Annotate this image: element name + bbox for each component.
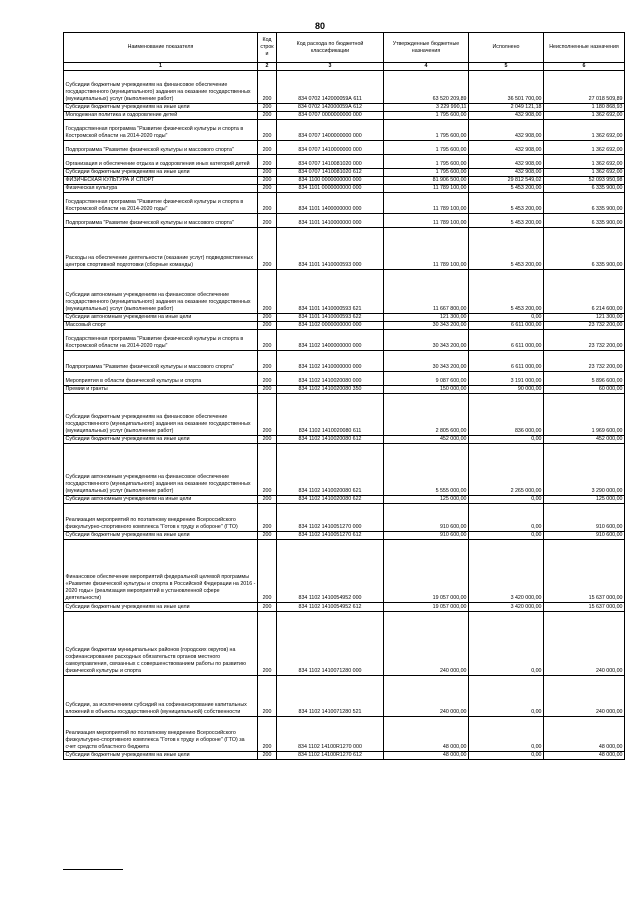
row-line-code: 200 [258, 676, 277, 717]
row-name: Субсидии бюджетным учреждениям на иные цели [64, 104, 258, 112]
table-row [64, 676, 625, 717]
row-name: Субсидии автономным учреждениям на финансовое обеспечение государственного (муниципального) задания на оказание государственных (муниципальных) услуг (выполнение работ) [64, 270, 258, 314]
table-row [64, 372, 625, 386]
row-executed: 5 453 200,00 [469, 228, 544, 270]
row-remaining: 6 335 900,00 [544, 185, 625, 193]
row-name: Субсидии бюджетным учреждениям на иные цели [64, 436, 258, 444]
table-row [64, 752, 625, 760]
row-executed: 36 501 700,00 [469, 71, 544, 104]
row-approved: 910 600,00 [384, 532, 469, 540]
row-approved: 125 000,00 [384, 496, 469, 504]
row-remaining: 6 335 900,00 [544, 193, 625, 214]
row-remaining: 6 335 900,00 [544, 214, 625, 228]
table-row [64, 540, 625, 603]
row-name: Субсидии бюджетным учреждениям на иные цели [64, 752, 258, 760]
row-approved: 19 057 000,00 [384, 603, 469, 612]
row-line-code: 200 [258, 752, 277, 760]
row-remaining: 1 362 692,00 [544, 155, 625, 169]
row-name: Массовый спорт [64, 322, 258, 330]
row-budget-code: 834 1102 0000000000 000 [277, 322, 384, 330]
table-row [64, 436, 625, 444]
row-approved: 9 087 600,00 [384, 372, 469, 386]
table-row [64, 185, 625, 193]
row-line-code: 200 [258, 112, 277, 120]
row-budget-code: 834 0707 0000000000 000 [277, 112, 384, 120]
table-row [64, 193, 625, 214]
row-approved: 910 600,00 [384, 504, 469, 532]
row-executed: 3 420 000,00 [469, 603, 544, 612]
row-line-code: 200 [258, 141, 277, 155]
row-executed: 0,00 [469, 314, 544, 322]
row-name: Финансовое обеспечение мероприятий федеральной целевой программы «Развитие физической культуры и спорта в Российской Федерации на 2016 - 2020 годы» (реализация мероприятий в установленной сфере деятельности) [64, 540, 258, 603]
table-row [64, 322, 625, 330]
table-row [64, 717, 625, 752]
row-approved: 452 000,00 [384, 436, 469, 444]
row-name: Государственная программа "Развитие физической культуры и спорта в Костромской области на 2014-2020 годы" [64, 120, 258, 141]
row-budget-code: 834 1101 1410000593 622 [277, 314, 384, 322]
row-remaining: 27 018 509,89 [544, 71, 625, 104]
row-line-code: 200 [258, 330, 277, 351]
row-executed: 432 908,00 [469, 120, 544, 141]
row-name: Субсидии автономным учреждениям на финансовое обеспечение государственного (муниципального) задания на оказание государственных (муниципальных) услуг (выполнение работ) [64, 444, 258, 496]
row-name: Расходы на обеспечение деятельности (оказание услуг) подведомственных центров спортивной подготовки (сборные команды) [64, 228, 258, 270]
table-row [64, 386, 625, 394]
row-budget-code: 834 1102 1410020080 621 [277, 444, 384, 496]
row-budget-code: 834 1102 1410020080 611 [277, 394, 384, 436]
table-row [64, 214, 625, 228]
row-approved: 1 795 600,00 [384, 120, 469, 141]
header-executed: Исполнено [469, 33, 544, 63]
row-line-code: 200 [258, 717, 277, 752]
row-remaining: 23 732 200,00 [544, 330, 625, 351]
row-budget-code: 834 0702 142000059А 611 [277, 71, 384, 104]
row-budget-code: 834 1101 1400000000 000 [277, 193, 384, 214]
row-approved: 1 795 600,00 [384, 169, 469, 177]
row-line-code: 200 [258, 71, 277, 104]
row-budget-code: 834 1101 0000000000 000 [277, 185, 384, 193]
row-budget-code: 834 1100 0000000000 000 [277, 177, 384, 185]
row-remaining: 48 000,00 [544, 752, 625, 760]
row-budget-code: 834 1102 1410051270 612 [277, 532, 384, 540]
row-remaining: 15 637 000,00 [544, 603, 625, 612]
row-line-code: 200 [258, 540, 277, 603]
row-budget-code: 834 1101 1410000000 000 [277, 214, 384, 228]
row-executed: 2 049 121,18 [469, 104, 544, 112]
table-row [64, 177, 625, 185]
table-row [64, 496, 625, 504]
row-executed: 3 420 000,00 [469, 540, 544, 603]
row-approved: 48 000,00 [384, 717, 469, 752]
row-line-code: 200 [258, 228, 277, 270]
row-executed: 836 000,00 [469, 394, 544, 436]
row-approved: 30 343 200,00 [384, 322, 469, 330]
row-executed: 432 908,00 [469, 141, 544, 155]
row-budget-code: 834 1102 1410020080 622 [277, 496, 384, 504]
header-remaining: Неисполненные назначения [544, 33, 625, 63]
row-executed: 5 453 200,00 [469, 270, 544, 314]
row-name: Подпрограмма "Развитие физической культуры и массового спорта" [64, 351, 258, 372]
row-line-code: 200 [258, 193, 277, 214]
table-row [64, 444, 625, 496]
row-executed: 432 908,00 [469, 112, 544, 120]
row-line-code: 200 [258, 532, 277, 540]
row-line-code: 200 [258, 155, 277, 169]
row-remaining: 23 732 200,00 [544, 351, 625, 372]
row-name: Организация и обеспечение отдыха и оздоровления иных категорий детей [64, 155, 258, 169]
row-name: ФИЗИЧЕСКАЯ КУЛЬТУРА И СПОРТ [64, 177, 258, 185]
row-line-code: 200 [258, 504, 277, 532]
header-number: 5 [469, 63, 544, 71]
row-budget-code: 834 1102 1410054952 612 [277, 603, 384, 612]
row-executed: 0,00 [469, 504, 544, 532]
row-approved: 2 805 600,00 [384, 394, 469, 436]
header-indicator-name: Наименование показателя [64, 33, 258, 63]
table-row [64, 314, 625, 322]
row-executed: 29 812 549,02 [469, 177, 544, 185]
row-remaining: 910 600,00 [544, 532, 625, 540]
row-remaining: 910 600,00 [544, 504, 625, 532]
row-approved: 11 789 100,00 [384, 214, 469, 228]
header-number: 3 [277, 63, 384, 71]
row-name: Субсидии бюджетам муниципальных районов (городских округов) на софинансирование расходных обязательств органов местного самоуправления, связанных с совершенствованием работы по развитию физической культуры и спорта [64, 612, 258, 676]
row-line-code: 200 [258, 270, 277, 314]
row-name: Подпрограмма "Развитие физической культуры и массового спорта" [64, 141, 258, 155]
row-approved: 11 789 100,00 [384, 185, 469, 193]
row-budget-code: 834 0707 1410081020 612 [277, 169, 384, 177]
row-name: Субсидии бюджетным учреждениям на иные цели [64, 532, 258, 540]
row-budget-code: 834 1102 14100R1270 000 [277, 717, 384, 752]
row-budget-code: 834 0707 1400000000 000 [277, 120, 384, 141]
row-remaining: 1 180 868,93 [544, 104, 625, 112]
table-row [64, 603, 625, 612]
row-remaining: 125 000,00 [544, 496, 625, 504]
header-line-code: Код строк и [258, 33, 277, 63]
row-name: Государственная программа "Развитие физической культуры и спорта в Костромской области на 2014-2020 годы" [64, 193, 258, 214]
row-remaining: 23 732 200,00 [544, 322, 625, 330]
row-remaining: 60 000,00 [544, 386, 625, 394]
row-line-code: 200 [258, 104, 277, 112]
table-row [64, 330, 625, 351]
table-row [64, 394, 625, 436]
row-executed: 2 265 000,00 [469, 444, 544, 496]
row-executed: 0,00 [469, 496, 544, 504]
row-line-code: 200 [258, 496, 277, 504]
row-budget-code: 834 1102 1410071280 521 [277, 676, 384, 717]
row-approved: 1 795 600,00 [384, 141, 469, 155]
row-name: Субсидии, за исключением субсидий на софинансирование капитальных вложений в объекты государственной (муниципальной) собственности [64, 676, 258, 717]
table-row [64, 351, 625, 372]
row-remaining: 52 093 950,98 [544, 177, 625, 185]
row-name: Субсидии бюджетным учреждениям на иные цели [64, 169, 258, 177]
row-approved: 81 906 500,00 [384, 177, 469, 185]
row-budget-code: 834 1102 1410054952 000 [277, 540, 384, 603]
row-line-code: 200 [258, 603, 277, 612]
header-budget-code: Код расхода по бюджетной классификации [277, 33, 384, 63]
row-line-code: 200 [258, 177, 277, 185]
row-name: Премии и гранты [64, 386, 258, 394]
header-number: 4 [384, 63, 469, 71]
table-row [64, 104, 625, 112]
row-remaining: 1 362 692,00 [544, 120, 625, 141]
row-remaining: 240 000,00 [544, 612, 625, 676]
row-name: Молодежная политика и оздоровление детей [64, 112, 258, 120]
table-row [64, 612, 625, 676]
row-remaining: 1 362 692,00 [544, 112, 625, 120]
row-name: Мероприятия в области физической культуры и спорта [64, 372, 258, 386]
row-executed: 0,00 [469, 717, 544, 752]
row-approved: 5 555 000,00 [384, 444, 469, 496]
header-number: 2 [258, 63, 277, 71]
row-approved: 30 343 200,00 [384, 330, 469, 351]
row-approved: 240 000,00 [384, 676, 469, 717]
row-approved: 1 795 600,00 [384, 112, 469, 120]
row-budget-code: 834 1101 1410000593 000 [277, 228, 384, 270]
footer-divider [63, 869, 123, 870]
row-executed: 0,00 [469, 676, 544, 717]
row-name: Подпрограмма "Развитие физической культуры и массового спорта" [64, 214, 258, 228]
row-approved: 11 667 800,00 [384, 270, 469, 314]
table-header [64, 33, 625, 71]
row-executed: 5 453 200,00 [469, 214, 544, 228]
row-budget-code: 834 1101 1410000593 621 [277, 270, 384, 314]
page-number: 80 [314, 21, 325, 31]
table-row [64, 169, 625, 177]
row-remaining: 1 969 600,00 [544, 394, 625, 436]
row-executed: 6 611 000,00 [469, 351, 544, 372]
row-executed: 0,00 [469, 752, 544, 760]
row-line-code: 200 [258, 214, 277, 228]
table-row [64, 71, 625, 104]
row-approved: 30 343 200,00 [384, 351, 469, 372]
row-approved: 11 789 100,00 [384, 228, 469, 270]
row-line-code: 200 [258, 120, 277, 141]
row-executed: 0,00 [469, 612, 544, 676]
row-remaining: 452 000,00 [544, 436, 625, 444]
row-executed: 5 453 200,00 [469, 193, 544, 214]
row-budget-code: 834 1102 1410020080 350 [277, 386, 384, 394]
row-line-code: 200 [258, 612, 277, 676]
header-number: 6 [544, 63, 625, 71]
row-budget-code: 834 1102 1410020080 000 [277, 372, 384, 386]
row-executed: 3 191 000,00 [469, 372, 544, 386]
row-line-code: 200 [258, 372, 277, 386]
row-budget-code: 834 1102 1400000000 000 [277, 330, 384, 351]
table-row [64, 141, 625, 155]
row-remaining: 5 896 600,00 [544, 372, 625, 386]
row-executed: 0,00 [469, 436, 544, 444]
row-approved: 11 789 100,00 [384, 193, 469, 214]
row-line-code: 200 [258, 444, 277, 496]
row-name: Субсидии бюджетным учреждениям на иные цели [64, 603, 258, 612]
row-remaining: 1 362 692,00 [544, 169, 625, 177]
row-remaining: 48 000,00 [544, 717, 625, 752]
row-budget-code: 834 1102 14100R1270 612 [277, 752, 384, 760]
table-row [64, 532, 625, 540]
row-line-code: 200 [258, 394, 277, 436]
row-remaining: 121 300,00 [544, 314, 625, 322]
table-row [64, 504, 625, 532]
table-row [64, 155, 625, 169]
row-name: Субсидии автономным учреждениям на иные цели [64, 496, 258, 504]
row-name: Субсидии бюджетным учреждениям на финансовое обеспечение государственного (муниципального) задания на оказание государственных (муниципальных) услуг (выполнение работ) [64, 71, 258, 104]
row-name: Реализация мероприятий по поэтапному внедрению Всероссийского физкультурно-спортивного комплекса "Готов к труду и обороне" (ГТО) [64, 504, 258, 532]
row-executed: 432 908,00 [469, 169, 544, 177]
row-line-code: 200 [258, 386, 277, 394]
table-body [64, 71, 625, 760]
row-approved: 1 795 600,00 [384, 155, 469, 169]
row-remaining: 240 000,00 [544, 676, 625, 717]
row-name: Субсидии бюджетным учреждениям на финансовое обеспечение государственного (муниципального) задания на оказание государственных (муниципальных) услуг (выполнение работ) [64, 394, 258, 436]
row-approved: 240 000,00 [384, 612, 469, 676]
row-budget-code: 834 0707 1410000000 000 [277, 141, 384, 155]
row-approved: 48 000,00 [384, 752, 469, 760]
row-executed: 5 453 200,00 [469, 185, 544, 193]
row-line-code: 200 [258, 351, 277, 372]
row-name: Государственная программа "Развитие физической культуры и спорта в Костромской области на 2014-2020 годы" [64, 330, 258, 351]
header-number: 1 [64, 63, 258, 71]
row-executed: 6 611 000,00 [469, 330, 544, 351]
row-remaining: 6 214 600,00 [544, 270, 625, 314]
row-remaining: 6 335 900,00 [544, 228, 625, 270]
header-row [64, 33, 625, 63]
row-line-code: 200 [258, 436, 277, 444]
row-name: Субсидии автономным учреждениям на иные цели [64, 314, 258, 322]
row-approved: 121 300,00 [384, 314, 469, 322]
row-executed: 6 611 000,00 [469, 322, 544, 330]
table-row [64, 228, 625, 270]
row-budget-code: 834 1102 1410071280 000 [277, 612, 384, 676]
table-row [64, 120, 625, 141]
table-row [64, 270, 625, 314]
table-row [64, 112, 625, 120]
row-line-code: 200 [258, 314, 277, 322]
row-budget-code: 834 0702 142000059А 612 [277, 104, 384, 112]
row-remaining: 15 637 000,00 [544, 540, 625, 603]
row-line-code: 200 [258, 322, 277, 330]
row-approved: 19 057 000,00 [384, 540, 469, 603]
row-remaining: 3 290 000,00 [544, 444, 625, 496]
row-budget-code: 834 1102 1410051270 000 [277, 504, 384, 532]
row-name: Физическая культура [64, 185, 258, 193]
row-executed: 0,00 [469, 532, 544, 540]
row-approved: 3 229 990,11 [384, 104, 469, 112]
report-table [63, 32, 625, 760]
row-executed: 90 000,00 [469, 386, 544, 394]
row-approved: 150 000,00 [384, 386, 469, 394]
row-executed: 432 908,00 [469, 155, 544, 169]
header-number-row [64, 63, 625, 71]
row-line-code: 200 [258, 185, 277, 193]
row-budget-code: 834 1102 1410000000 000 [277, 351, 384, 372]
row-budget-code: 834 0707 1410081020 000 [277, 155, 384, 169]
row-name: Реализация мероприятий по поэтапному внедрению Всероссийского физкультурно-спортивного комплекса "Готов к труду и обороне" (ГТО) за счет средств областного бюджета [64, 717, 258, 752]
row-line-code: 200 [258, 169, 277, 177]
row-approved: 63 520 209,89 [384, 71, 469, 104]
row-budget-code: 834 1102 1410020080 612 [277, 436, 384, 444]
row-remaining: 1 362 692,00 [544, 141, 625, 155]
header-approved: Утвержденные бюджетные назначения [384, 33, 469, 63]
